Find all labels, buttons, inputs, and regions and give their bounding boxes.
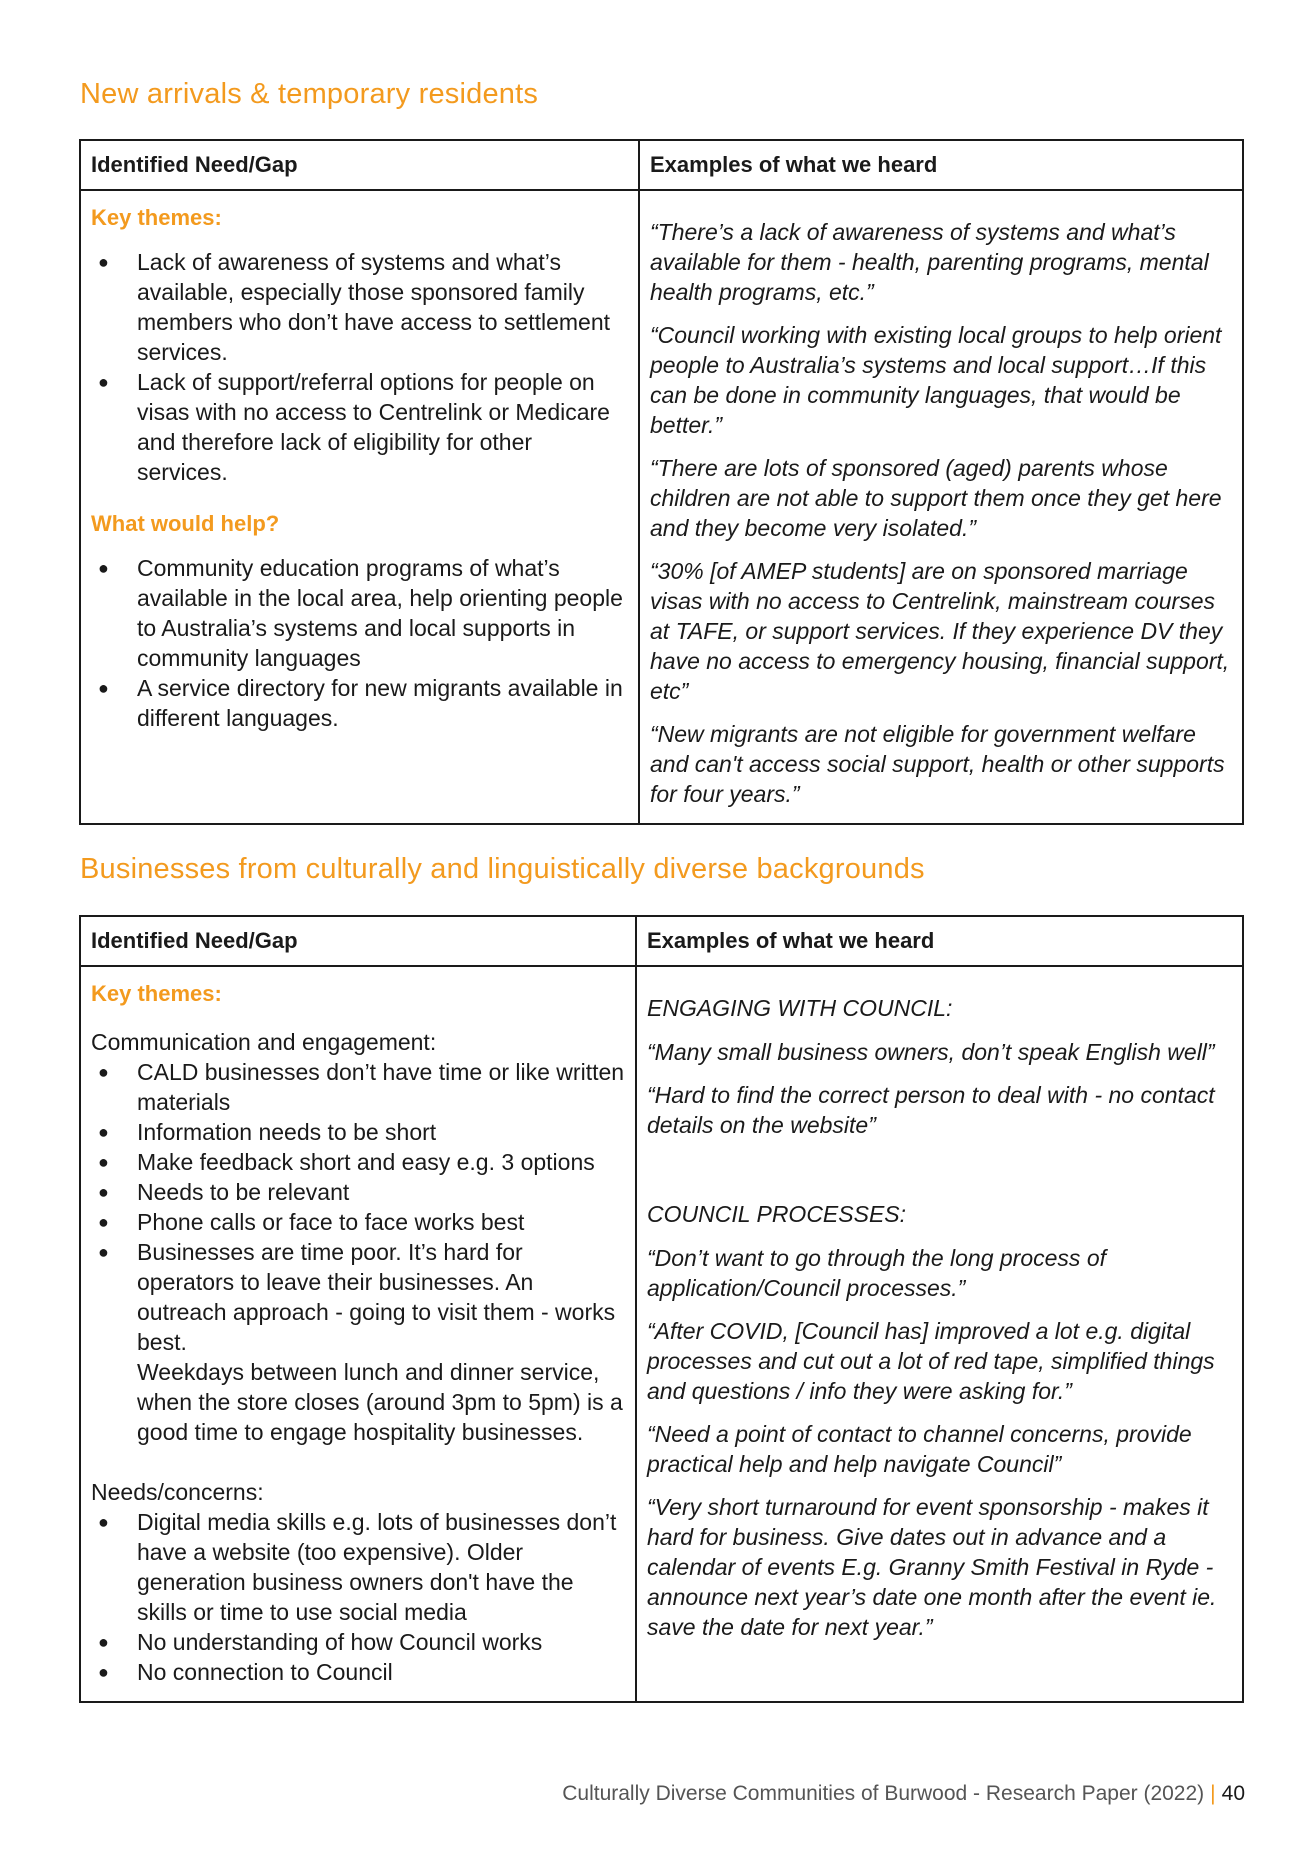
list-item: ● Community education programs of what’s available in the local area, help orienting people to Australia’s systems and local supports in community languages	[98, 555, 623, 671]
list-item: ● Digital media skills e.g. lots of businesses don’t have a website (too expensive). Older generation business owners don't have the skills or time to use social media	[98, 1509, 617, 1625]
page-number: 40	[1221, 1782, 1245, 1805]
needs-list	[91, 1507, 625, 1687]
list-item: ● Businesses are time poor. It’s hard for operators to leave their businesses. An outreach approach - going to visit them - works best. Weekdays between lunch and dinner service, when the store closes (around 3pm to 5pm) is a good time to engage hospitality businesses.	[98, 1239, 623, 1445]
bullet-icon: ●	[98, 558, 109, 578]
column-header-need: Identified Need/Gap	[80, 916, 636, 966]
list-item: ● Make feedback short and easy e.g. 3 options	[98, 1149, 595, 1175]
quote: “There are lots of sponsored (aged) parents whose children are not able to support them once they get here and they become very isolated.”	[650, 455, 1222, 541]
need-gap-cell	[80, 966, 636, 1702]
bullet-icon: ●	[98, 1212, 109, 1232]
quote: “New migrants are not eligible for government welfare and can't access social support, health or other supports for four years.”	[650, 721, 1225, 807]
key-themes-list	[91, 247, 628, 487]
bullet-icon: ●	[98, 1632, 109, 1652]
what-would-help-label: What would help?	[91, 511, 280, 536]
bullet-icon: ●	[98, 1182, 109, 1202]
list-item-continuation: Weekdays between lunch and dinner service, when the store closes (around 3pm to 5pm) is a good time to engage hospitality businesses.	[137, 1359, 623, 1445]
heard-examples-cell	[639, 190, 1243, 824]
section-title-businesses: Businesses from culturally and linguistically diverse backgrounds	[80, 853, 925, 885]
needs-concerns-label: Needs/concerns:	[91, 1479, 264, 1505]
processes-heading: COUNCIL PROCESSES:	[647, 1201, 907, 1227]
list-item: ● No understanding of how Council works	[98, 1629, 543, 1655]
list-item: ● CALD businesses don’t have time or like written materials	[98, 1059, 625, 1115]
bullet-icon: ●	[98, 1122, 109, 1142]
needs-table-businesses	[79, 915, 1244, 1703]
bullet-icon: ●	[98, 1242, 109, 1262]
footer-separator: |	[1210, 1782, 1216, 1805]
quote: “Very short turnaround for event sponsorship - makes it hard for business. Give dates out in advance and a calendar of events E.g. Granny Smith Festival in Ryde - announce next year’s date one month after the event ie. save the date for next year.”	[647, 1494, 1217, 1640]
quote: “There’s a lack of awareness of systems and what’s available for them - health, parenting programs, mental health programs, etc.”	[650, 219, 1209, 305]
section-title-new-arrivals: New arrivals & temporary residents	[80, 78, 539, 110]
bullet-icon: ●	[98, 678, 109, 698]
engaging-heading: ENGAGING WITH COUNCIL:	[647, 995, 953, 1021]
page-footer	[562, 1782, 1245, 1806]
quote: “Don’t want to go through the long process of application/Council processes.”	[647, 1245, 1107, 1301]
quote: “Need a point of contact to channel concerns, provide practical help and help navigate Council”	[647, 1421, 1192, 1477]
need-gap-cell	[80, 190, 639, 824]
quote: “After COVID, [Council has] improved a lot e.g. digital processes and cut out a lot of red tape, simplified things and questions / info they were asking for.”	[647, 1318, 1215, 1404]
list-item: ● Lack of awareness of systems and what’s available, especially those sponsored family members who don’t have access to settlement services.	[98, 249, 611, 365]
key-themes-label: Key themes:	[91, 981, 222, 1006]
quote: “30% [of AMEP students] are on sponsored marriage visas with no access to Centrelink, mainstream courses at TAFE, or support services. If they experience DV they have no access to emergency housing, financial support, etc”	[650, 558, 1230, 704]
list-item: ● A service directory for new migrants available in different languages.	[98, 675, 623, 731]
bullet-icon: ●	[98, 1152, 109, 1172]
column-header-heard: Examples of what we heard	[639, 140, 1243, 190]
bullet-icon: ●	[98, 252, 109, 272]
bullet-icon: ●	[98, 1662, 109, 1682]
list-item: ● Phone calls or face to face works best	[98, 1209, 525, 1235]
bullet-icon: ●	[98, 1062, 109, 1082]
column-header-heard: Examples of what we heard	[636, 916, 1243, 966]
communication-engagement-label: Communication and engagement:	[91, 1029, 437, 1055]
bullet-icon: ●	[98, 1512, 109, 1532]
quote: “Hard to find the correct person to deal with - no contact details on the website”	[647, 1082, 1215, 1138]
list-item: ● Lack of support/referral options for people on visas with no access to Centrelink or Medicare and therefore lack of eligibility for other services.	[98, 369, 610, 485]
needs-table-new-arrivals	[79, 139, 1244, 825]
quote: “Many small business owners, don’t speak English well”	[647, 1039, 1215, 1065]
help-list	[91, 553, 628, 733]
bullet-icon: ●	[98, 372, 109, 392]
footer-title: Culturally Diverse Communities of Burwood - Research Paper (2022)	[562, 1782, 1205, 1805]
heard-examples-cell	[636, 966, 1243, 1702]
list-item: ● No connection to Council	[98, 1659, 393, 1685]
list-item: ● Information needs to be short	[98, 1119, 437, 1145]
key-themes-label: Key themes:	[91, 205, 222, 230]
column-header-need: Identified Need/Gap	[80, 140, 639, 190]
communication-list	[91, 1057, 625, 1447]
quote: “Council working with existing local groups to help orient people to Australia’s systems and local support…If this can be done in community languages, that would be better.”	[650, 322, 1222, 438]
list-item: ● Needs to be relevant	[98, 1179, 350, 1205]
